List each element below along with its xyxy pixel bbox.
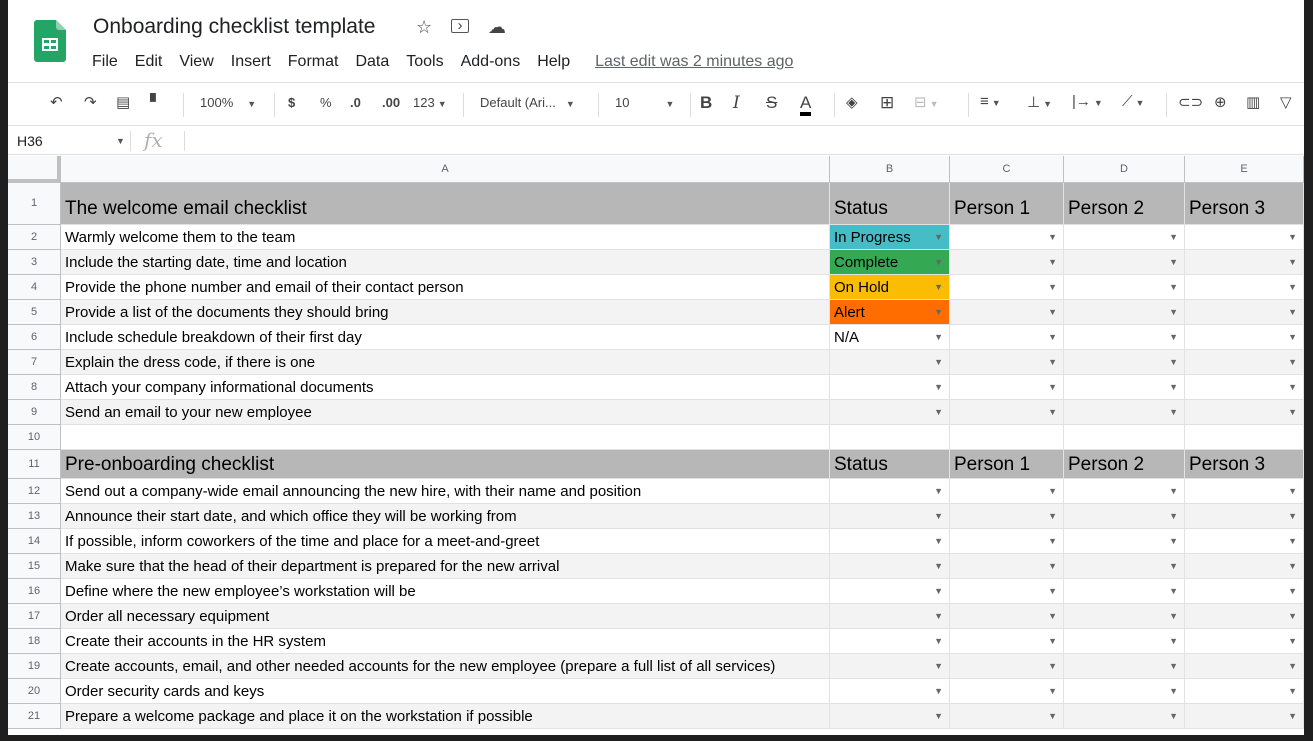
dropdown-arrow-icon[interactable]: ▼: [934, 232, 943, 242]
row-header[interactable]: 6: [8, 325, 61, 350]
person-dropdown[interactable]: [1064, 479, 1185, 504]
sheets-app: [8, 0, 1304, 735]
status-dropdown[interactable]: [830, 400, 950, 425]
dropdown-arrow-icon[interactable]: ▼: [1169, 407, 1178, 417]
row-header[interactable]: 17: [8, 604, 61, 629]
dropdown-arrow-icon[interactable]: ▼: [1288, 686, 1297, 696]
fx-icon: fx: [144, 128, 163, 152]
status-value: Alert: [834, 304, 865, 321]
menu-edit[interactable]: Edit: [134, 53, 163, 70]
horizontal-align-icon[interactable]: ≡ ▼: [980, 93, 1001, 110]
column-header-b[interactable]: B: [830, 156, 950, 183]
column-header-d[interactable]: D: [1064, 156, 1185, 183]
person-dropdown[interactable]: [950, 504, 1064, 529]
person-dropdown[interactable]: [950, 479, 1064, 504]
person-dropdown[interactable]: [950, 704, 1064, 729]
person-dropdown[interactable]: [950, 375, 1064, 400]
dropdown-arrow-icon[interactable]: ▼: [1048, 407, 1057, 417]
row-header[interactable]: 3: [8, 250, 61, 275]
task-cell[interactable]: Create accounts, email, and other needed accounts for the new employee (prepare a full list of all services): [61, 654, 830, 679]
dropdown-arrow-icon[interactable]: ▼: [1048, 382, 1057, 392]
person-dropdown[interactable]: [950, 400, 1064, 425]
menu-addons[interactable]: Add-ons: [460, 53, 521, 70]
title-bar: [8, 0, 1304, 80]
row-header[interactable]: 14: [8, 529, 61, 554]
more-formats-select[interactable]: 123 ▼: [413, 95, 447, 110]
row-header[interactable]: 5: [8, 300, 61, 325]
person-dropdown[interactable]: [1185, 375, 1304, 400]
task-cell[interactable]: Include the starting date, time and location: [61, 250, 830, 275]
person-dropdown[interactable]: [1064, 275, 1185, 300]
dropdown-arrow-icon[interactable]: ▼: [934, 257, 943, 267]
row-header[interactable]: 16: [8, 579, 61, 604]
person-dropdown[interactable]: [1185, 275, 1304, 300]
move-folder-icon[interactable]: ›: [451, 19, 469, 33]
person-dropdown[interactable]: [950, 225, 1064, 250]
row-header[interactable]: 7: [8, 350, 61, 375]
person-dropdown[interactable]: [1185, 479, 1304, 504]
dropdown-arrow-icon[interactable]: ▼: [934, 586, 943, 596]
redo-icon[interactable]: ↷: [84, 94, 97, 111]
column-label[interactable]: Person 3: [1185, 450, 1304, 479]
dropdown-arrow-icon[interactable]: ▼: [1048, 686, 1057, 696]
row-header[interactable]: 20: [8, 679, 61, 704]
row-header[interactable]: 1: [8, 183, 61, 225]
decrease-decimal-button[interactable]: .0: [350, 95, 361, 110]
column-header-c[interactable]: C: [950, 156, 1064, 183]
row-header[interactable]: 10: [8, 425, 61, 450]
row-header[interactable]: 13: [8, 504, 61, 529]
text-wrapping-icon[interactable]: |→ ▼: [1072, 93, 1103, 110]
column-header-a[interactable]: A: [61, 156, 830, 183]
section-title[interactable]: Pre-onboarding checklist: [61, 450, 830, 479]
dropdown-arrow-icon[interactable]: ▼: [934, 282, 943, 292]
insert-chart-icon[interactable]: ▥: [1246, 94, 1261, 111]
dropdown-arrow-icon[interactable]: ▼: [1048, 282, 1057, 292]
person-dropdown[interactable]: [1185, 300, 1304, 325]
row-header[interactable]: 8: [8, 375, 61, 400]
menu-file[interactable]: File: [92, 53, 118, 70]
undo-icon[interactable]: ↶: [50, 94, 63, 111]
dropdown-arrow-icon[interactable]: ▼: [934, 561, 943, 571]
dropdown-arrow-icon[interactable]: ▼: [1288, 511, 1297, 521]
dropdown-arrow-icon[interactable]: ▼: [1288, 357, 1297, 367]
status-dropdown[interactable]: [830, 479, 950, 504]
dropdown-arrow-icon[interactable]: ▼: [934, 486, 943, 496]
zoom-select[interactable]: 100% ▼: [200, 95, 257, 110]
person-dropdown[interactable]: [1064, 504, 1185, 529]
dropdown-arrow-icon[interactable]: ▼: [1169, 332, 1178, 342]
dropdown-arrow-icon[interactable]: ▼: [934, 611, 943, 621]
percent-format-button[interactable]: %: [320, 95, 332, 110]
task-cell[interactable]: Define where the new employee’s workstation will be: [61, 579, 830, 604]
row-header[interactable]: 19: [8, 654, 61, 679]
dropdown-arrow-icon[interactable]: ▼: [1048, 307, 1057, 317]
person-dropdown[interactable]: [1185, 579, 1304, 604]
empty-cell[interactable]: [61, 425, 830, 450]
status-dropdown[interactable]: [830, 225, 950, 250]
currency-format-button[interactable]: $: [288, 95, 296, 110]
person-dropdown[interactable]: [1185, 225, 1304, 250]
dropdown-arrow-icon[interactable]: ▼: [1048, 611, 1057, 621]
font-select[interactable]: Default (Ari... ▼: [480, 95, 575, 110]
dropdown-arrow-icon[interactable]: ▼: [1169, 611, 1178, 621]
dropdown-arrow-icon[interactable]: ▼: [1169, 536, 1178, 546]
row-header[interactable]: 11: [8, 450, 61, 479]
dropdown-arrow-icon[interactable]: ▼: [1288, 611, 1297, 621]
status-dropdown[interactable]: [830, 629, 950, 654]
dropdown-arrow-icon[interactable]: ▼: [1048, 636, 1057, 646]
dropdown-arrow-icon[interactable]: ▼: [934, 382, 943, 392]
dropdown-arrow-icon[interactable]: ▼: [1288, 561, 1297, 571]
formula-bar: [8, 127, 1304, 155]
column-label[interactable]: Person 1: [950, 183, 1064, 225]
dropdown-arrow-icon[interactable]: ▼: [1288, 307, 1297, 317]
status-dropdown[interactable]: [830, 554, 950, 579]
status-dropdown[interactable]: [830, 250, 950, 275]
dropdown-arrow-icon[interactable]: ▼: [934, 332, 943, 342]
task-cell[interactable]: Make sure that the head of their department is prepared for the new arrival: [61, 554, 830, 579]
dropdown-arrow-icon[interactable]: ▼: [1048, 586, 1057, 596]
person-dropdown[interactable]: [1064, 704, 1185, 729]
dropdown-arrow-icon[interactable]: ▼: [1288, 536, 1297, 546]
menu-bar: [92, 51, 793, 73]
person-dropdown[interactable]: [1064, 325, 1185, 350]
person-dropdown[interactable]: [1185, 250, 1304, 275]
paint-format-icon[interactable]: ▘: [150, 94, 162, 111]
section-title[interactable]: The welcome email checklist: [61, 183, 830, 225]
task-cell[interactable]: Prepare a welcome package and place it on the workstation if possible: [61, 704, 830, 729]
person-dropdown[interactable]: [1185, 400, 1304, 425]
dropdown-arrow-icon[interactable]: ▼: [934, 661, 943, 671]
person-dropdown[interactable]: [1185, 629, 1304, 654]
person-dropdown[interactable]: [950, 275, 1064, 300]
task-cell[interactable]: If possible, inform coworkers of the time and place for a meet-and-greet: [61, 529, 830, 554]
strikethrough-button[interactable]: S: [766, 93, 778, 112]
dropdown-arrow-icon[interactable]: ▼: [1169, 686, 1178, 696]
insert-link-icon[interactable]: ⊂⊃: [1178, 94, 1204, 111]
person-dropdown[interactable]: [1064, 529, 1185, 554]
menu-help[interactable]: Help: [537, 53, 571, 70]
dropdown-arrow-icon[interactable]: ▼: [1048, 357, 1057, 367]
dropdown-arrow-icon[interactable]: ▼: [1288, 661, 1297, 671]
status-dropdown[interactable]: [830, 604, 950, 629]
person-dropdown[interactable]: [950, 554, 1064, 579]
borders-icon[interactable]: ⊞: [880, 93, 895, 112]
task-cell[interactable]: Order security cards and keys: [61, 679, 830, 704]
person-dropdown[interactable]: [1185, 654, 1304, 679]
status-value: In Progress: [834, 229, 911, 246]
person-dropdown[interactable]: [950, 654, 1064, 679]
task-cell[interactable]: Announce their start date, and which office they will be working from: [61, 504, 830, 529]
person-dropdown[interactable]: [1064, 300, 1185, 325]
person-dropdown[interactable]: [1185, 504, 1304, 529]
empty-cell[interactable]: [1064, 425, 1185, 450]
person-dropdown[interactable]: [1064, 225, 1185, 250]
row-header[interactable]: 2: [8, 225, 61, 250]
person-dropdown[interactable]: [950, 300, 1064, 325]
person-dropdown[interactable]: [1064, 654, 1185, 679]
dropdown-arrow-icon[interactable]: ▼: [1048, 332, 1057, 342]
dropdown-arrow-icon[interactable]: ▼: [1048, 561, 1057, 571]
dropdown-arrow-icon[interactable]: ▼: [1048, 257, 1057, 267]
status-dropdown[interactable]: [830, 300, 950, 325]
task-cell[interactable]: Warmly welcome them to the team: [61, 225, 830, 250]
print-icon[interactable]: ▤: [116, 94, 131, 111]
dropdown-arrow-icon[interactable]: ▼: [1169, 232, 1178, 242]
person-dropdown[interactable]: [950, 604, 1064, 629]
person-dropdown[interactable]: [1064, 400, 1185, 425]
star-icon[interactable]: ☆: [416, 17, 433, 37]
font-size-select[interactable]: 10 ▼: [615, 95, 675, 110]
bold-button[interactable]: B: [700, 93, 713, 112]
dropdown-arrow-icon[interactable]: ▼: [934, 357, 943, 367]
dropdown-arrow-icon[interactable]: ▼: [1169, 561, 1178, 571]
task-cell[interactable]: Provide a list of the documents they should bring: [61, 300, 830, 325]
dropdown-arrow-icon[interactable]: ▼: [1169, 382, 1178, 392]
task-cell[interactable]: Send an email to your new employee: [61, 400, 830, 425]
person-dropdown[interactable]: [950, 250, 1064, 275]
menu-format[interactable]: Format: [287, 53, 339, 70]
dropdown-arrow-icon[interactable]: ▼: [1169, 586, 1178, 596]
menu-tools[interactable]: Tools: [406, 53, 444, 70]
text-color-button[interactable]: A: [800, 93, 811, 116]
insert-comment-icon[interactable]: ⊕: [1214, 94, 1227, 111]
dropdown-arrow-icon[interactable]: ▼: [1288, 282, 1297, 292]
person-dropdown[interactable]: [950, 579, 1064, 604]
row-header[interactable]: 15: [8, 554, 61, 579]
person-dropdown[interactable]: [950, 679, 1064, 704]
italic-button[interactable]: I: [733, 93, 740, 113]
dropdown-arrow-icon[interactable]: ▼: [1048, 661, 1057, 671]
column-label[interactable]: Person 3: [1185, 183, 1304, 225]
dropdown-arrow-icon[interactable]: ▼: [1288, 232, 1297, 242]
empty-cell[interactable]: [950, 425, 1064, 450]
dropdown-arrow-icon[interactable]: ▼: [934, 307, 943, 317]
dropdown-arrow-icon[interactable]: ▼: [1169, 307, 1178, 317]
name-box-dropdown-icon[interactable]: ▼: [116, 136, 125, 146]
status-value: N/A: [834, 329, 860, 346]
status-dropdown[interactable]: [830, 325, 950, 350]
person-dropdown[interactable]: [1185, 679, 1304, 704]
person-dropdown[interactable]: [1064, 554, 1185, 579]
task-cell[interactable]: Explain the dress code, if there is one: [61, 350, 830, 375]
dropdown-arrow-icon[interactable]: ▼: [1169, 282, 1178, 292]
row-header[interactable]: 18: [8, 629, 61, 654]
fill-color-icon[interactable]: ◈: [846, 94, 858, 111]
dropdown-arrow-icon[interactable]: ▼: [1169, 486, 1178, 496]
person-dropdown[interactable]: [1064, 579, 1185, 604]
status-dropdown[interactable]: [830, 529, 950, 554]
dropdown-arrow-icon[interactable]: ▼: [934, 711, 943, 721]
status-dropdown[interactable]: [830, 275, 950, 300]
task-cell[interactable]: Create their accounts in the HR system: [61, 629, 830, 654]
empty-cell[interactable]: [1185, 425, 1304, 450]
dropdown-arrow-icon[interactable]: ▼: [1169, 257, 1178, 267]
status-dropdown[interactable]: [830, 375, 950, 400]
menu-data[interactable]: Data: [355, 53, 390, 70]
menu-insert[interactable]: Insert: [230, 53, 271, 70]
spreadsheet-grid: [8, 156, 1304, 735]
dropdown-arrow-icon[interactable]: ▼: [1288, 486, 1297, 496]
sheets-logo-icon[interactable]: [34, 20, 66, 62]
cloud-status-icon[interactable]: ☁: [488, 17, 506, 37]
column-label[interactable]: Status: [830, 183, 950, 225]
person-dropdown[interactable]: [1064, 375, 1185, 400]
status-value: Complete: [834, 254, 899, 271]
dropdown-arrow-icon[interactable]: ▼: [1288, 332, 1297, 342]
dropdown-arrow-icon[interactable]: ▼: [1169, 636, 1178, 646]
dropdown-arrow-icon[interactable]: ▼: [1288, 586, 1297, 596]
filter-icon[interactable]: ▽: [1280, 94, 1292, 111]
dropdown-arrow-icon[interactable]: ▼: [1169, 511, 1178, 521]
status-dropdown[interactable]: [830, 579, 950, 604]
person-dropdown[interactable]: [950, 629, 1064, 654]
select-all-corner[interactable]: [8, 156, 61, 183]
increase-decimal-button[interactable]: .00: [382, 95, 401, 110]
person-dropdown[interactable]: [1064, 350, 1185, 375]
status-dropdown[interactable]: [830, 350, 950, 375]
person-dropdown[interactable]: [1064, 604, 1185, 629]
person-dropdown[interactable]: [1064, 250, 1185, 275]
person-dropdown[interactable]: [1185, 529, 1304, 554]
task-cell[interactable]: Send out a company-wide email announcing the new hire, with their name and position: [61, 479, 830, 504]
menu-view[interactable]: View: [179, 53, 214, 70]
task-cell[interactable]: Order all necessary equipment: [61, 604, 830, 629]
status-dropdown[interactable]: [830, 654, 950, 679]
column-label[interactable]: Person 1: [950, 450, 1064, 479]
dropdown-arrow-icon[interactable]: ▼: [1169, 357, 1178, 367]
merge-cells-icon[interactable]: ⊟ ▼: [914, 94, 939, 111]
dropdown-arrow-icon[interactable]: ▼: [934, 407, 943, 417]
column-label[interactable]: Person 2: [1064, 183, 1185, 225]
vertical-align-icon[interactable]: ⊥ ▼: [1027, 94, 1052, 111]
dropdown-arrow-icon[interactable]: ▼: [934, 686, 943, 696]
task-cell[interactable]: Attach your company informational documents: [61, 375, 830, 400]
task-cell[interactable]: Provide the phone number and email of their contact person: [61, 275, 830, 300]
task-cell[interactable]: Include schedule breakdown of their first day: [61, 325, 830, 350]
dropdown-arrow-icon[interactable]: ▼: [1288, 636, 1297, 646]
document-title[interactable]: Onboarding checklist template: [93, 15, 376, 38]
column-label[interactable]: Status: [830, 450, 950, 479]
status-dropdown[interactable]: [830, 704, 950, 729]
name-box[interactable]: H36: [17, 133, 43, 149]
status-dropdown[interactable]: [830, 504, 950, 529]
person-dropdown[interactable]: [1185, 704, 1304, 729]
person-dropdown[interactable]: [1185, 325, 1304, 350]
status-dropdown[interactable]: [830, 679, 950, 704]
dropdown-arrow-icon[interactable]: ▼: [1048, 511, 1057, 521]
dropdown-arrow-icon[interactable]: ▼: [1048, 232, 1057, 242]
toolbar: [8, 82, 1304, 126]
person-dropdown[interactable]: [950, 325, 1064, 350]
person-dropdown[interactable]: [1185, 350, 1304, 375]
column-header-e[interactable]: E: [1185, 156, 1304, 183]
dropdown-arrow-icon[interactable]: ▼: [1288, 257, 1297, 267]
dropdown-arrow-icon[interactable]: ▼: [1048, 536, 1057, 546]
dropdown-arrow-icon[interactable]: ▼: [1288, 382, 1297, 392]
dropdown-arrow-icon[interactable]: ▼: [1288, 407, 1297, 417]
dropdown-arrow-icon[interactable]: ▼: [1169, 661, 1178, 671]
last-edit-link[interactable]: Last edit was 2 minutes ago: [595, 53, 794, 70]
person-dropdown[interactable]: [1064, 629, 1185, 654]
dropdown-arrow-icon[interactable]: ▼: [934, 511, 943, 521]
dropdown-arrow-icon[interactable]: ▼: [1048, 711, 1057, 721]
column-label[interactable]: Person 2: [1064, 450, 1185, 479]
person-dropdown[interactable]: [950, 529, 1064, 554]
dropdown-arrow-icon[interactable]: ▼: [1048, 486, 1057, 496]
text-rotation-icon[interactable]: ⟋ ▼: [1122, 93, 1145, 110]
person-dropdown[interactable]: [1064, 679, 1185, 704]
person-dropdown[interactable]: [950, 350, 1064, 375]
status-value: On Hold: [834, 279, 890, 296]
row-header[interactable]: 21: [8, 704, 61, 729]
dropdown-arrow-icon[interactable]: ▼: [934, 536, 943, 546]
dropdown-arrow-icon[interactable]: ▼: [934, 636, 943, 646]
row-header[interactable]: 12: [8, 479, 61, 504]
person-dropdown[interactable]: [1185, 554, 1304, 579]
dropdown-arrow-icon[interactable]: ▼: [1288, 711, 1297, 721]
empty-cell[interactable]: [830, 425, 950, 450]
person-dropdown[interactable]: [1185, 604, 1304, 629]
row-header[interactable]: 9: [8, 400, 61, 425]
row-header[interactable]: 4: [8, 275, 61, 300]
dropdown-arrow-icon[interactable]: ▼: [1169, 711, 1178, 721]
